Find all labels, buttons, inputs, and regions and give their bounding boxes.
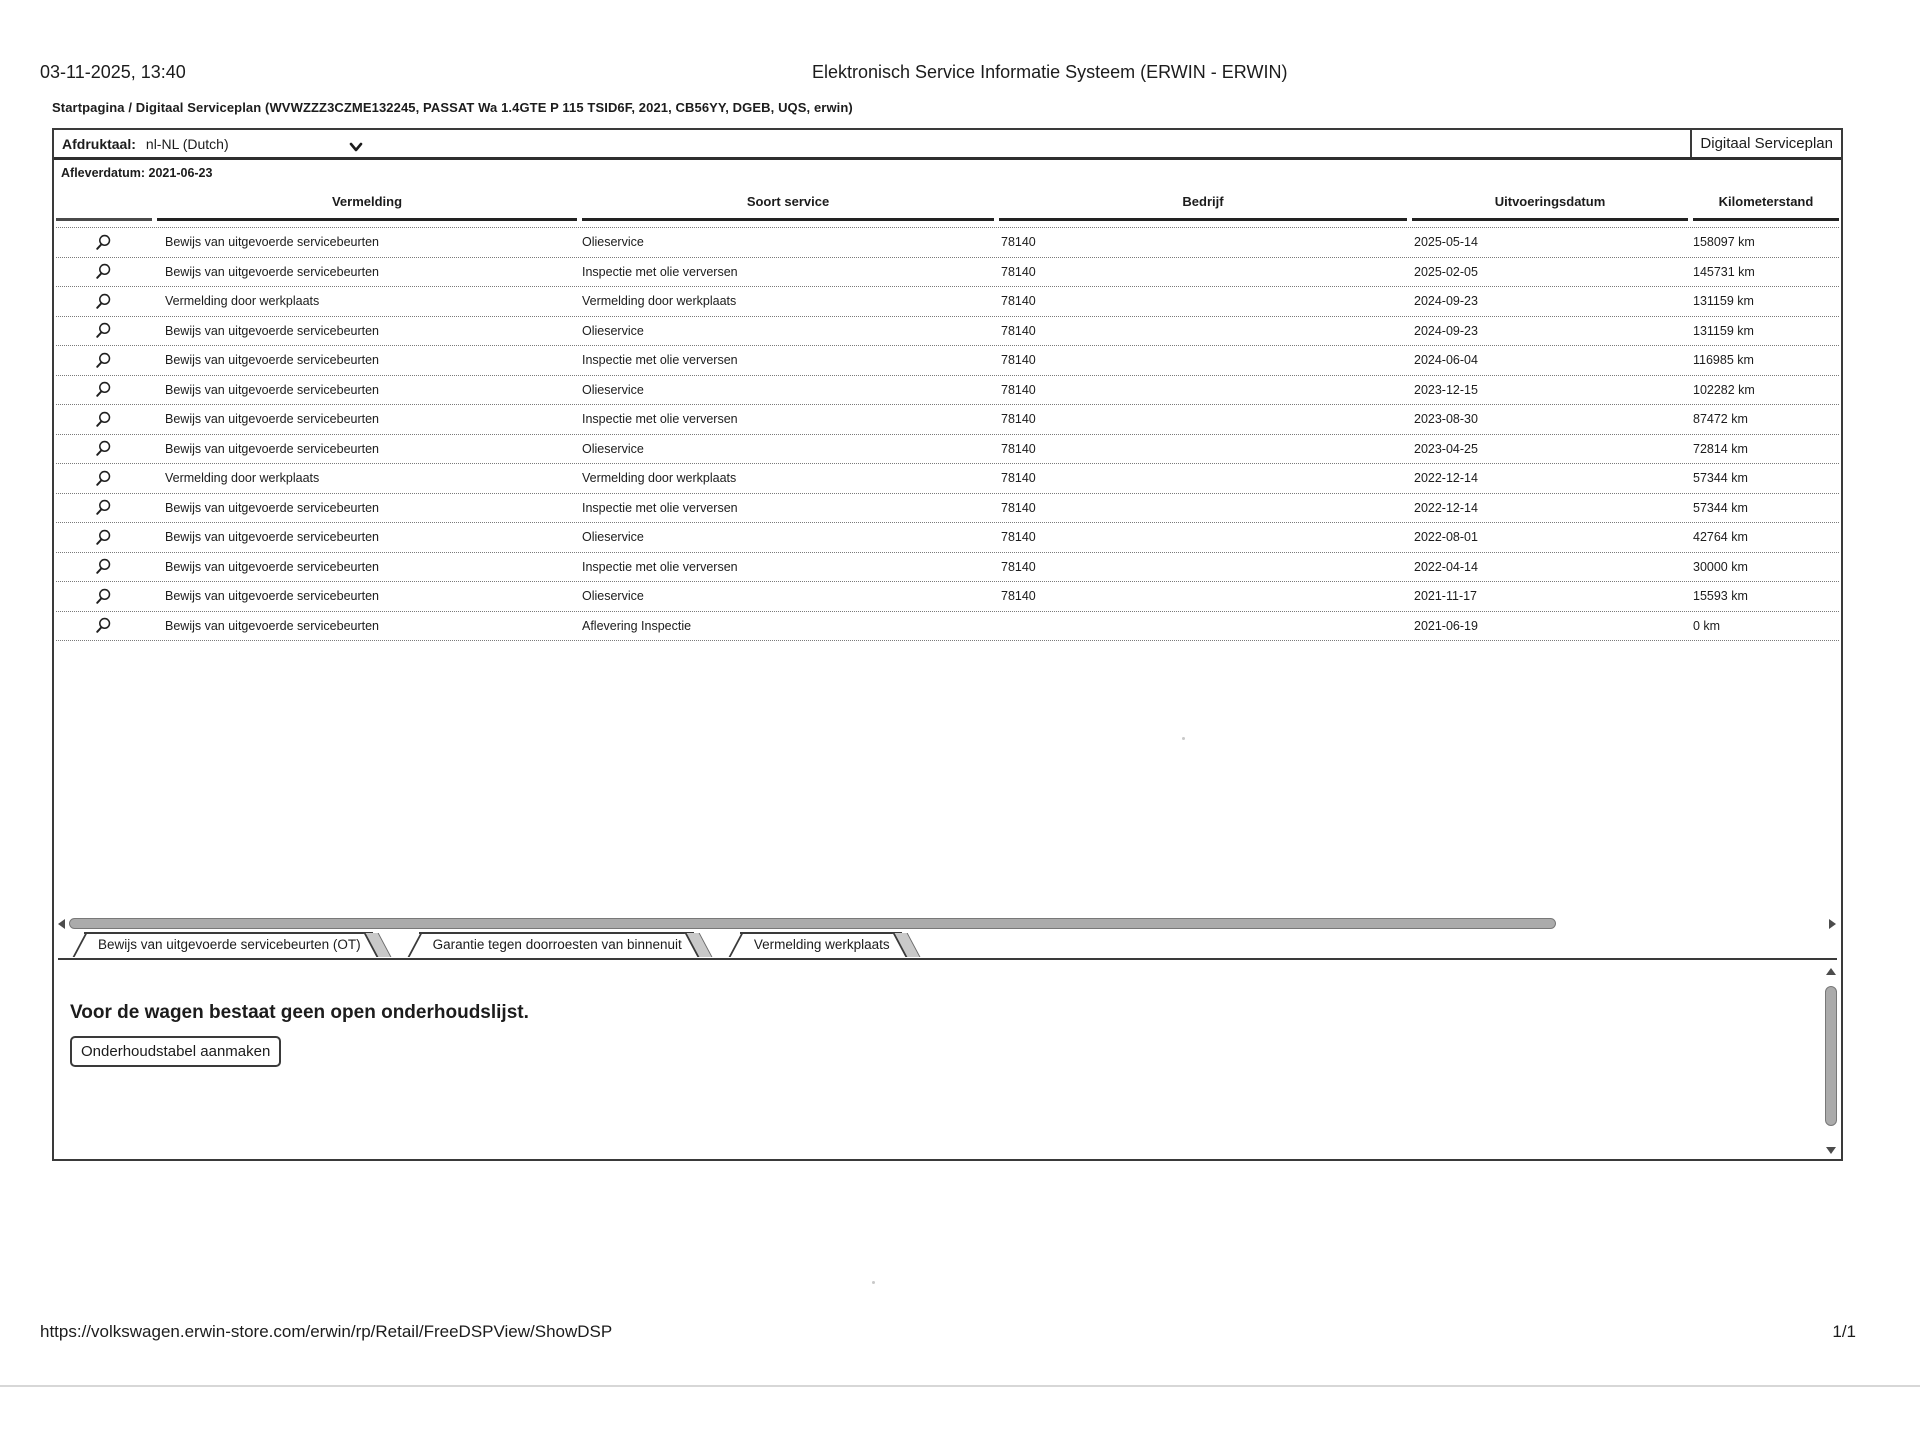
tab-bar xyxy=(58,933,1837,960)
table-header-row xyxy=(56,194,1839,221)
horizontal-scrollbar-thumb[interactable] xyxy=(69,918,1556,929)
cell-uitvoeringsdatum: 2022-08-01 xyxy=(1414,530,1478,545)
table-body xyxy=(56,227,1839,641)
cell-bedrijf: 78140 xyxy=(1001,294,1036,309)
magnifier-icon[interactable] xyxy=(94,468,114,488)
cell-uitvoeringsdatum: 2023-08-30 xyxy=(1414,412,1478,427)
cell-kilometerstand: 87472 km xyxy=(1693,412,1748,427)
delivery-date-label: Afleverdatum: 2021-06-23 xyxy=(61,166,213,180)
open-maintenance-section xyxy=(54,962,1821,1159)
vertical-scrollbar-track[interactable] xyxy=(1825,978,1837,1144)
cell-soort-service: Olieservice xyxy=(582,589,644,604)
cell-uitvoeringsdatum: 2022-12-14 xyxy=(1414,500,1478,515)
cell-vermelding: Bewijs van uitgevoerde servicebeurten xyxy=(165,500,380,515)
column-header-icon xyxy=(56,194,152,221)
scroll-down-arrow-icon[interactable] xyxy=(1826,1147,1836,1154)
horizontal-scrollbar[interactable] xyxy=(58,916,1836,931)
service-plan-panel xyxy=(52,128,1843,1161)
tab-label: Bewijs van uitgevoerde servicebeurten (OT) xyxy=(98,937,361,952)
table-row xyxy=(56,376,1839,406)
cell-uitvoeringsdatum: 2025-02-05 xyxy=(1414,264,1478,279)
scroll-up-arrow-icon[interactable] xyxy=(1826,968,1836,975)
table-row xyxy=(56,464,1839,494)
magnifier-icon[interactable] xyxy=(94,586,114,606)
cell-vermelding: Bewijs van uitgevoerde servicebeurten xyxy=(165,353,380,368)
vertical-scrollbar[interactable] xyxy=(1824,968,1838,1154)
print-language-control xyxy=(54,130,363,157)
service-history-table xyxy=(54,194,1841,641)
table-row xyxy=(56,405,1839,435)
cell-soort-service: Vermelding door werkplaats xyxy=(582,294,737,309)
tab-vermelding-werkplaats[interactable] xyxy=(724,932,918,958)
cell-vermelding: Bewijs van uitgevoerde servicebeurten xyxy=(165,589,380,604)
tab-top-border xyxy=(84,932,373,934)
table-row xyxy=(56,553,1839,583)
cell-kilometerstand: 116985 km xyxy=(1693,353,1754,368)
tab-garantie-tegen-doorroesten[interactable] xyxy=(403,932,710,958)
footer-url: https://volkswagen.erwin-store.com/erwin/rp/Retail/FreeDSPView/ShowDSP xyxy=(40,1322,613,1341)
cell-bedrijf: 78140 xyxy=(1001,235,1036,250)
column-header-soort-service: Soort service xyxy=(582,194,994,221)
cell-bedrijf: 78140 xyxy=(1001,589,1036,604)
cell-uitvoeringsdatum: 2023-12-15 xyxy=(1414,382,1478,397)
page-number: 1/1 xyxy=(1832,1322,1856,1341)
column-header-bedrijf: Bedrijf xyxy=(999,194,1407,221)
magnifier-icon[interactable] xyxy=(94,232,114,252)
magnifier-icon[interactable] xyxy=(94,262,114,282)
cell-bedrijf: 78140 xyxy=(1001,382,1036,397)
cell-bedrijf: 78140 xyxy=(1001,412,1036,427)
cell-soort-service: Inspectie met olie verversen xyxy=(582,353,738,368)
cell-bedrijf: 78140 xyxy=(1001,441,1036,456)
cell-uitvoeringsdatum: 2021-06-19 xyxy=(1414,618,1478,633)
panel-topbar xyxy=(54,130,1841,160)
magnifier-icon[interactable] xyxy=(94,498,114,518)
table-row xyxy=(56,287,1839,317)
cell-vermelding: Bewijs van uitgevoerde servicebeurten xyxy=(165,618,380,633)
magnifier-icon[interactable] xyxy=(94,616,114,636)
cell-uitvoeringsdatum: 2024-09-23 xyxy=(1414,323,1478,338)
cell-uitvoeringsdatum: 2022-04-14 xyxy=(1414,559,1478,574)
vertical-scrollbar-thumb[interactable] xyxy=(1825,986,1837,1126)
table-row xyxy=(56,612,1839,642)
cell-uitvoeringsdatum: 2025-05-14 xyxy=(1414,235,1478,250)
cell-kilometerstand: 57344 km xyxy=(1693,500,1748,515)
cell-uitvoeringsdatum: 2023-04-25 xyxy=(1414,441,1478,456)
cell-uitvoeringsdatum: 2024-06-04 xyxy=(1414,353,1478,368)
print-language-select[interactable]: nl-NL (Dutch) xyxy=(145,135,229,152)
column-header-uitvoeringsdatum: Uitvoeringsdatum xyxy=(1412,194,1688,221)
cell-bedrijf: 78140 xyxy=(1001,530,1036,545)
cell-soort-service: Olieservice xyxy=(582,441,644,456)
tab-bewijs-van-uitgevoerde-servicebeurten[interactable] xyxy=(68,932,389,958)
tab-label: Garantie tegen doorroesten van binnenuit xyxy=(432,937,682,952)
table-row xyxy=(56,228,1839,258)
cell-vermelding: Bewijs van uitgevoerde servicebeurten xyxy=(165,264,380,279)
cell-bedrijf: 78140 xyxy=(1001,323,1036,338)
app-title: Elektronisch Service Informatie Systeem (ERWIN - ERWIN) xyxy=(812,62,1288,82)
table-row xyxy=(56,317,1839,347)
create-maintenance-table-button[interactable]: Onderhoudstabel aanmaken xyxy=(70,1036,281,1067)
cell-bedrijf: 78140 xyxy=(1001,471,1036,486)
cell-soort-service: Olieservice xyxy=(582,323,644,338)
cell-soort-service: Inspectie met olie verversen xyxy=(582,559,738,574)
cell-vermelding: Bewijs van uitgevoerde servicebeurten xyxy=(165,323,380,338)
print-timestamp: 03-11-2025, 13:40 xyxy=(40,62,186,82)
cell-kilometerstand: 72814 km xyxy=(1693,441,1748,456)
magnifier-icon[interactable] xyxy=(94,439,114,459)
column-header-vermelding: Vermelding xyxy=(157,194,577,221)
no-open-maintenance-message: Voor de wagen bestaat geen open onderhoudslijst. xyxy=(70,1002,529,1023)
cell-soort-service: Inspectie met olie verversen xyxy=(582,500,738,515)
table-row xyxy=(56,523,1839,553)
cell-soort-service: Olieservice xyxy=(582,382,644,397)
column-header-kilometerstand: Kilometerstand xyxy=(1693,194,1839,221)
cell-kilometerstand: 0 km xyxy=(1693,618,1721,633)
cell-vermelding: Bewijs van uitgevoerde servicebeurten xyxy=(165,530,380,545)
tab-top-border xyxy=(740,932,902,934)
cell-bedrijf: 78140 xyxy=(1001,559,1036,574)
cell-kilometerstand: 30000 km xyxy=(1693,559,1748,574)
cell-vermelding: Bewijs van uitgevoerde servicebeurten xyxy=(165,412,380,427)
magnifier-icon[interactable] xyxy=(94,527,114,547)
magnifier-icon[interactable] xyxy=(94,291,114,311)
cell-uitvoeringsdatum: 2024-09-23 xyxy=(1414,294,1478,309)
magnifier-icon[interactable] xyxy=(94,557,114,577)
print-language-label: Afdruktaal: xyxy=(62,135,136,152)
chevron-down-icon[interactable] xyxy=(349,139,363,149)
print-footer xyxy=(40,1322,1856,1342)
cell-vermelding: Bewijs van uitgevoerde servicebeurten xyxy=(165,441,380,456)
scroll-right-arrow-icon[interactable] xyxy=(1829,919,1836,929)
cell-soort-service: Olieservice xyxy=(582,235,644,250)
breadcrumb: Startpagina / Digitaal Serviceplan (WVWZZZ3CZME132245, PASSAT Wa 1.4GTE P 115 TSID6F, 2021, CB56YY, DGEB, UQS, erwin) xyxy=(52,100,853,115)
cell-soort-service: Inspectie met olie verversen xyxy=(582,264,738,279)
scroll-left-arrow-icon[interactable] xyxy=(58,919,65,929)
scan-artifact-line xyxy=(0,1385,1920,1387)
magnifier-icon[interactable] xyxy=(94,321,114,341)
cell-vermelding: Vermelding door werkplaats xyxy=(165,471,320,486)
cell-vermelding: Bewijs van uitgevoerde servicebeurten xyxy=(165,235,380,250)
horizontal-scrollbar-track[interactable] xyxy=(69,918,1825,929)
table-row xyxy=(56,346,1839,376)
table-row xyxy=(56,258,1839,288)
cell-kilometerstand: 145731 km xyxy=(1693,264,1755,279)
cell-kilometerstand: 102282 km xyxy=(1693,382,1755,397)
cell-kilometerstand: 131159 km xyxy=(1693,294,1754,309)
cell-soort-service: Inspectie met olie verversen xyxy=(582,412,738,427)
cell-soort-service: Olieservice xyxy=(582,530,644,545)
cell-uitvoeringsdatum: 2021-11-17 xyxy=(1414,589,1478,604)
cell-bedrijf: 78140 xyxy=(1001,500,1036,515)
scan-speck xyxy=(1182,737,1185,740)
cell-uitvoeringsdatum: 2022-12-14 xyxy=(1414,471,1478,486)
table-row xyxy=(56,435,1839,465)
table-row xyxy=(56,582,1839,612)
cell-bedrijf: 78140 xyxy=(1001,264,1036,279)
magnifier-icon[interactable] xyxy=(94,409,114,429)
panel-title: Digitaal Serviceplan xyxy=(1690,130,1841,157)
cell-kilometerstand: 42764 km xyxy=(1693,530,1748,545)
cell-vermelding: Vermelding door werkplaats xyxy=(165,294,320,309)
cell-soort-service: Vermelding door werkplaats xyxy=(582,471,737,486)
cell-vermelding: Bewijs van uitgevoerde servicebeurten xyxy=(165,382,380,397)
cell-soort-service: Aflevering Inspectie xyxy=(582,618,692,633)
tab-label: Vermelding werkplaats xyxy=(753,937,890,952)
magnifier-icon[interactable] xyxy=(94,380,114,400)
tab-top-border xyxy=(419,932,694,934)
scan-speck xyxy=(872,1281,875,1284)
cell-kilometerstand: 15593 km xyxy=(1693,589,1748,604)
cell-kilometerstand: 131159 km xyxy=(1693,323,1754,338)
cell-bedrijf: 78140 xyxy=(1001,353,1036,368)
cell-kilometerstand: 158097 km xyxy=(1693,235,1755,250)
cell-kilometerstand: 57344 km xyxy=(1693,471,1748,486)
magnifier-icon[interactable] xyxy=(94,350,114,370)
table-row xyxy=(56,494,1839,524)
cell-vermelding: Bewijs van uitgevoerde servicebeurten xyxy=(165,559,380,574)
